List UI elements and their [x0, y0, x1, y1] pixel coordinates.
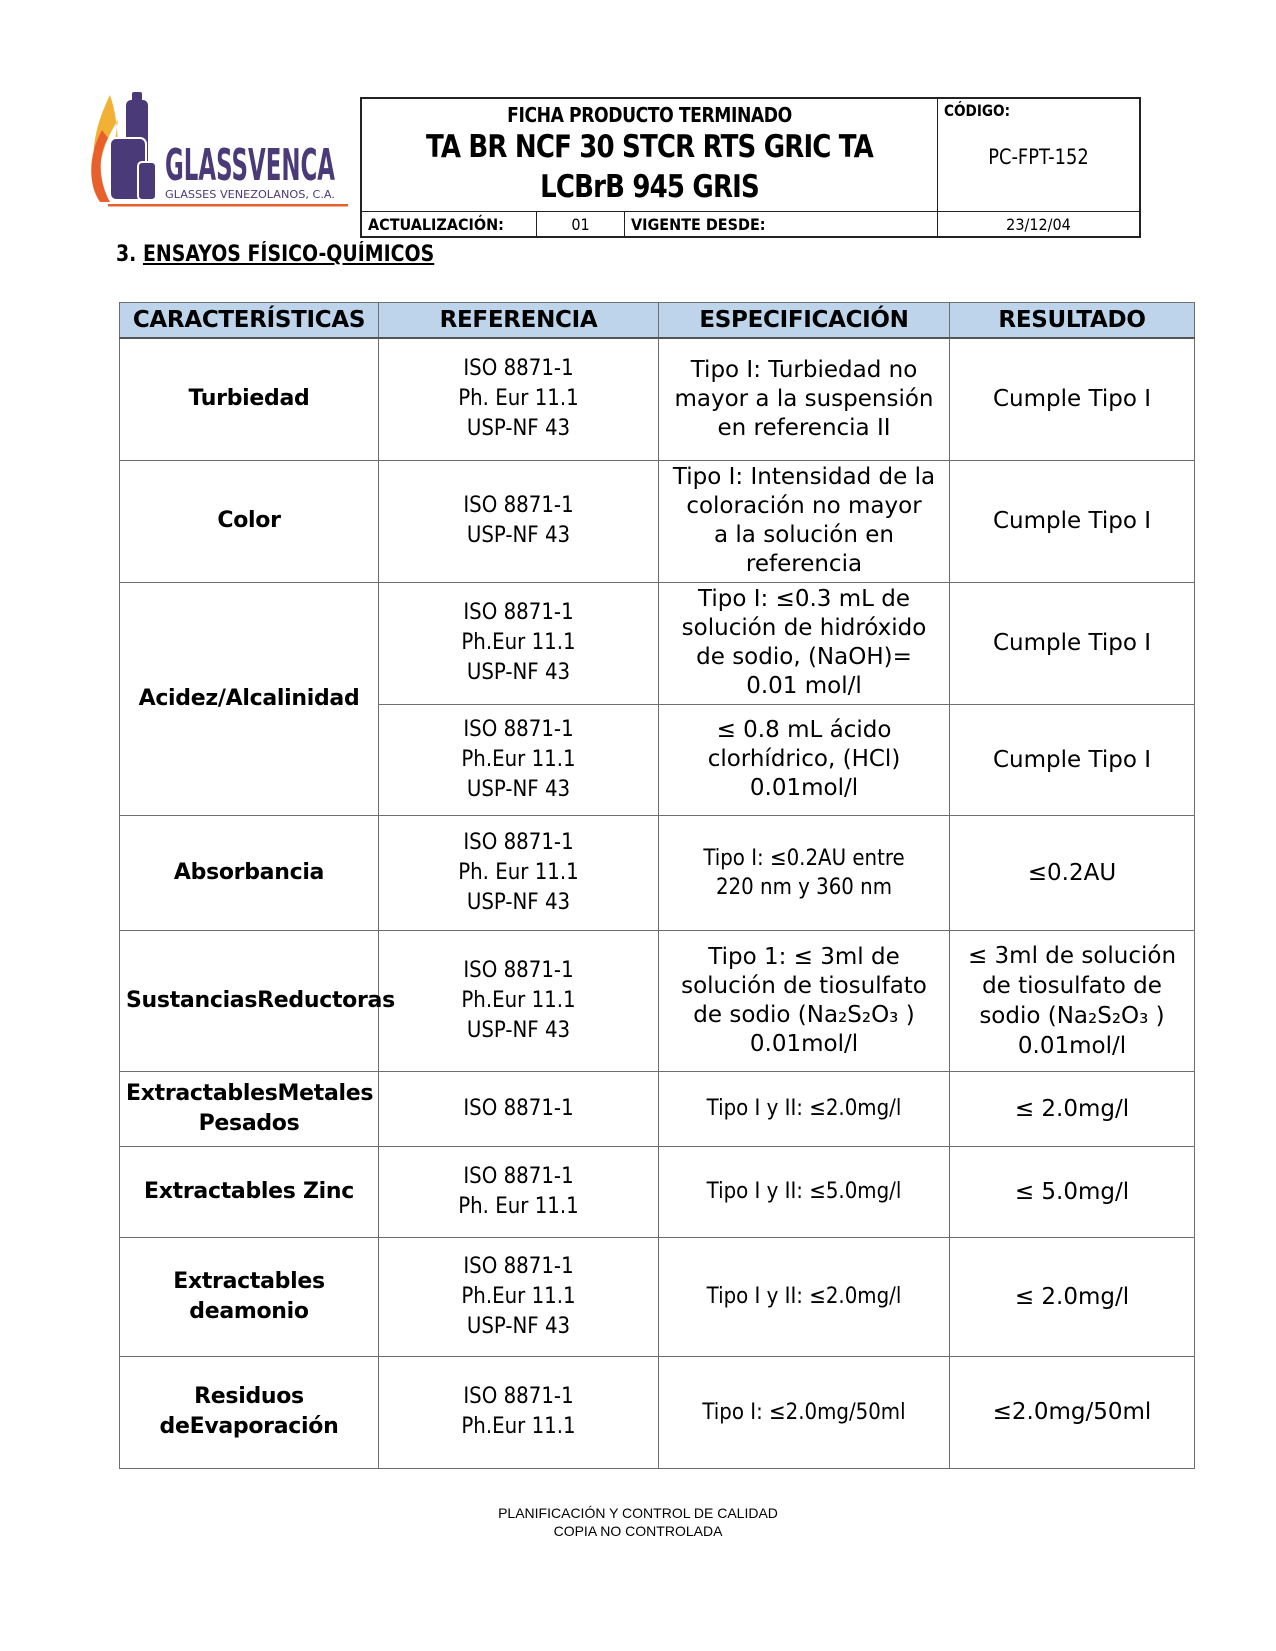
column-header-reference: REFERENCIA: [379, 303, 659, 339]
reference-cell-line: ISO 8871-1: [463, 493, 574, 518]
specification-cell-line: solución de hidróxido: [681, 615, 927, 641]
document-type: FICHA PRODUCTO TERMINADO: [507, 103, 792, 127]
result-cell: [950, 1146, 1195, 1237]
specification-cell-line: en referencia II: [717, 414, 891, 441]
title-cell: [362, 99, 938, 211]
logo-underline: [108, 204, 348, 207]
reference-cell-line: ISO 8871-1: [463, 1095, 574, 1121]
section-heading: [116, 242, 434, 267]
specification-cell-line: clorhídrico, (HCl): [707, 746, 901, 772]
result-cell-line: Cumple Tipo I: [993, 386, 1151, 413]
reference-cell: [379, 930, 659, 1071]
reference-cell-line: ISO 8871-1: [463, 829, 574, 855]
specification-cell: [659, 1146, 950, 1237]
specification-cell-line: 0.01 mol/l: [746, 673, 862, 699]
flame-orange-shape: [91, 130, 110, 202]
result-cell: [950, 338, 1195, 460]
reference-cell-line: USP-NF 43: [466, 889, 571, 915]
specification-cell-line: coloración no mayor: [686, 493, 922, 519]
characteristic-cell: [120, 1146, 379, 1237]
product-name-line2: LCBrB 945 GRIS: [540, 169, 759, 205]
specification-cell-line: Tipo I: Intensidad de la: [672, 464, 936, 490]
reference-cell-line: Ph. Eur 11.1: [458, 1193, 579, 1219]
characteristic-cell-line: Extractables Zinc: [144, 1178, 354, 1204]
specification-cell-line: 220 nm y 360 nm: [715, 874, 893, 900]
reference-cell-line: Ph.Eur 11.1: [461, 1414, 576, 1439]
company-logo: [88, 90, 348, 215]
page-footer: [0, 1504, 1276, 1540]
characteristic-cell-line: Color: [217, 508, 281, 533]
characteristic-cell: [120, 815, 379, 930]
specification-cell-line: Tipo I y II: ≤2.0mg/l: [706, 1096, 902, 1121]
table-row: [120, 582, 1195, 704]
product-name-line1: TA BR NCF 30 STCR RTS GRIC TA: [425, 129, 874, 165]
specification-cell: [659, 338, 950, 460]
reference-cell: [379, 1237, 659, 1356]
reference-cell-line: Ph.Eur 11.1: [461, 630, 576, 655]
result-cell: [950, 1071, 1195, 1146]
reference-cell-line: USP-NF 43: [466, 416, 571, 442]
specification-cell: [659, 1237, 950, 1356]
logo-tagline-text: GLASSES VENEZOLANOS, C.A.: [165, 188, 335, 201]
column-header-result: RESULTADO: [950, 303, 1195, 339]
result-cell-line: 0.01mol/l: [1017, 1032, 1127, 1059]
result-cell-line: ≤2.0mg/50ml: [992, 1399, 1152, 1425]
specification-cell: [659, 704, 950, 815]
footer-department: PLANIFICACIÓN Y CONTROL DE CALIDAD: [498, 1505, 778, 1521]
characteristic-cell: [120, 1071, 379, 1146]
section-number: 3.: [116, 242, 137, 267]
document-header: [360, 97, 1141, 238]
specification-cell: [659, 1071, 950, 1146]
reference-cell: [379, 815, 659, 930]
section-title: ENSAYOS FÍSICO-QUÍMICOS: [142, 242, 435, 267]
footer-copy-status: COPIA NO CONTROLADA: [553, 1523, 723, 1539]
table-row: [120, 1237, 1195, 1356]
result-cell: [950, 704, 1195, 815]
reference-cell: [379, 704, 659, 815]
specification-cell: [659, 930, 950, 1071]
reference-cell: [379, 1356, 659, 1468]
characteristic-cell-line: Acidez/Alcalinidad: [138, 685, 360, 711]
header-meta-row: [362, 211, 1139, 236]
bottle-neck-shape: [132, 92, 142, 104]
reference-cell-line: Ph.Eur 11.1: [461, 1283, 576, 1309]
characteristic-cell-line: Extractables: [126, 1080, 278, 1106]
specification-cell-line: Tipo I: ≤0.3 mL de: [698, 586, 910, 612]
reference-cell: [379, 338, 659, 460]
result-cell: [950, 460, 1195, 582]
result-cell-line: de tiosulfato de: [982, 972, 1162, 999]
characteristic-cell-line: Metales Pesados: [198, 1080, 374, 1136]
update-label: ACTUALIZACIÓN:: [362, 212, 537, 236]
reference-cell-line: ISO 8871-1: [463, 716, 574, 742]
result-cell-line: ≤0.2AU: [1027, 859, 1117, 886]
result-cell-line: ≤ 5.0mg/l: [1014, 1178, 1130, 1205]
specification-cell-line: Tipo I y II: ≤5.0mg/l: [706, 1179, 902, 1204]
reference-cell-line: ISO 8871-1: [463, 1384, 574, 1409]
characteristic-cell-line: Absorbancia: [173, 859, 325, 885]
table-row: [120, 1071, 1195, 1146]
reference-cell-line: ISO 8871-1: [463, 356, 574, 382]
specification-cell-line: de sodio (Na₂S₂O₃ ): [693, 1001, 915, 1028]
characteristic-cell: [120, 460, 379, 582]
result-cell-line: ≤ 2.0mg/l: [1014, 1283, 1130, 1310]
specification-cell-line: mayor a la suspensión: [674, 385, 934, 412]
table-header-row: [120, 303, 1195, 339]
reference-cell-line: USP-NF 43: [466, 1017, 571, 1043]
characteristic-cell-line: Turbiedad: [188, 386, 310, 412]
specification-cell-line: 0.01mol/l: [749, 1030, 859, 1057]
code-cell: [938, 99, 1139, 211]
specification-cell: [659, 582, 950, 704]
reference-cell-line: ISO 8871-1: [463, 600, 574, 625]
characteristic-cell: [120, 582, 379, 815]
table-row: [120, 815, 1195, 930]
table-row: [120, 460, 1195, 582]
result-cell: [950, 815, 1195, 930]
result-cell-line: ≤ 2.0mg/l: [1014, 1095, 1130, 1122]
valid-value: 23/12/04: [1006, 214, 1071, 234]
table-row: [120, 338, 1195, 460]
code-label: CÓDIGO:: [944, 101, 1011, 120]
table-row: [120, 930, 1195, 1071]
reference-cell: [379, 1146, 659, 1237]
reference-cell-line: USP-NF 43: [466, 660, 571, 685]
table-row: [120, 1356, 1195, 1468]
valid-label: VIGENTE DESDE:: [625, 212, 938, 236]
reference-cell-line: Ph.Eur 11.1: [461, 746, 576, 772]
small-bottle-shape: [138, 162, 156, 200]
result-cell: [950, 582, 1195, 704]
result-cell: [950, 1356, 1195, 1468]
specification-cell-line: Tipo 1: ≤ 3ml de: [708, 943, 900, 970]
reference-cell-line: ISO 8871-1: [463, 1163, 574, 1189]
reference-cell: [379, 1071, 659, 1146]
specification-cell-line: Tipo I: Turbiedad no: [690, 356, 918, 383]
characteristic-cell-line: Residuos de: [159, 1384, 304, 1439]
specification-cell-line: de sodio, (NaOH)=: [696, 644, 912, 670]
specification-cell-line: solución de tiosulfato: [681, 972, 927, 999]
specification-cell-line: Tipo I: ≤0.2AU entre: [703, 845, 905, 871]
specification-cell-line: 0.01mol/l: [749, 775, 859, 801]
update-value: 01: [537, 212, 625, 236]
glassvenca-logo-graphic: [88, 90, 348, 215]
physicochemical-tests-table: [119, 302, 1195, 1469]
reference-cell-line: ISO 8871-1: [463, 1253, 574, 1279]
specification-cell: [659, 460, 950, 582]
specification-cell-line: Tipo I y II: ≤2.0mg/l: [706, 1284, 902, 1309]
column-header-characteristics: CARACTERÍSTICAS: [120, 303, 379, 339]
characteristic-cell: [120, 1237, 379, 1356]
specification-cell-line: Tipo I: ≤2.0mg/50ml: [702, 1399, 906, 1425]
characteristic-cell-line: Extractables de: [173, 1268, 325, 1324]
result-cell: [950, 1237, 1195, 1356]
reference-cell-line: Ph.Eur 11.1: [461, 987, 576, 1013]
reference-cell: [379, 460, 659, 582]
reference-cell: [379, 582, 659, 704]
specification-cell-line: referencia: [745, 551, 863, 577]
table-row: [120, 1146, 1195, 1237]
specification-cell: [659, 815, 950, 930]
characteristic-cell-line: Evaporación: [189, 1414, 339, 1439]
characteristic-cell-line: amonio: [219, 1298, 309, 1324]
specification-cell-line: ≤ 0.8 mL ácido: [716, 717, 892, 743]
result-cell-line: Cumple Tipo I: [993, 630, 1151, 656]
characteristic-cell: [120, 338, 379, 460]
reference-cell-line: USP-NF 43: [466, 776, 571, 802]
specification-cell: [659, 1356, 950, 1468]
characteristic-cell-line: Sustancias: [126, 987, 258, 1013]
characteristic-cell: [120, 1356, 379, 1468]
reference-cell-line: ISO 8871-1: [463, 957, 574, 983]
characteristic-cell: [120, 930, 395, 1071]
result-cell-line: sodio (Na₂S₂O₃ ): [979, 1002, 1165, 1029]
specification-cell-line: a la solución en: [714, 522, 894, 548]
logo-brand-text: GLASSVENCA: [165, 140, 335, 191]
reference-cell-line: USP-NF 43: [466, 1313, 571, 1339]
code-value: PC-FPT-152: [988, 145, 1089, 169]
reference-cell-line: USP-NF 43: [466, 523, 571, 548]
result-cell-line: Cumple Tipo I: [993, 746, 1151, 773]
reference-cell-line: Ph. Eur 11.1: [458, 859, 579, 885]
result-cell-line: ≤ 3ml de solución: [967, 942, 1177, 969]
characteristic-cell-line: Reductoras: [257, 987, 395, 1013]
reference-cell-line: Ph. Eur 11.1: [458, 386, 579, 412]
result-cell-line: Cumple Tipo I: [993, 508, 1151, 534]
column-header-specification: ESPECIFICACIÓN: [659, 303, 950, 339]
result-cell: [950, 930, 1195, 1071]
